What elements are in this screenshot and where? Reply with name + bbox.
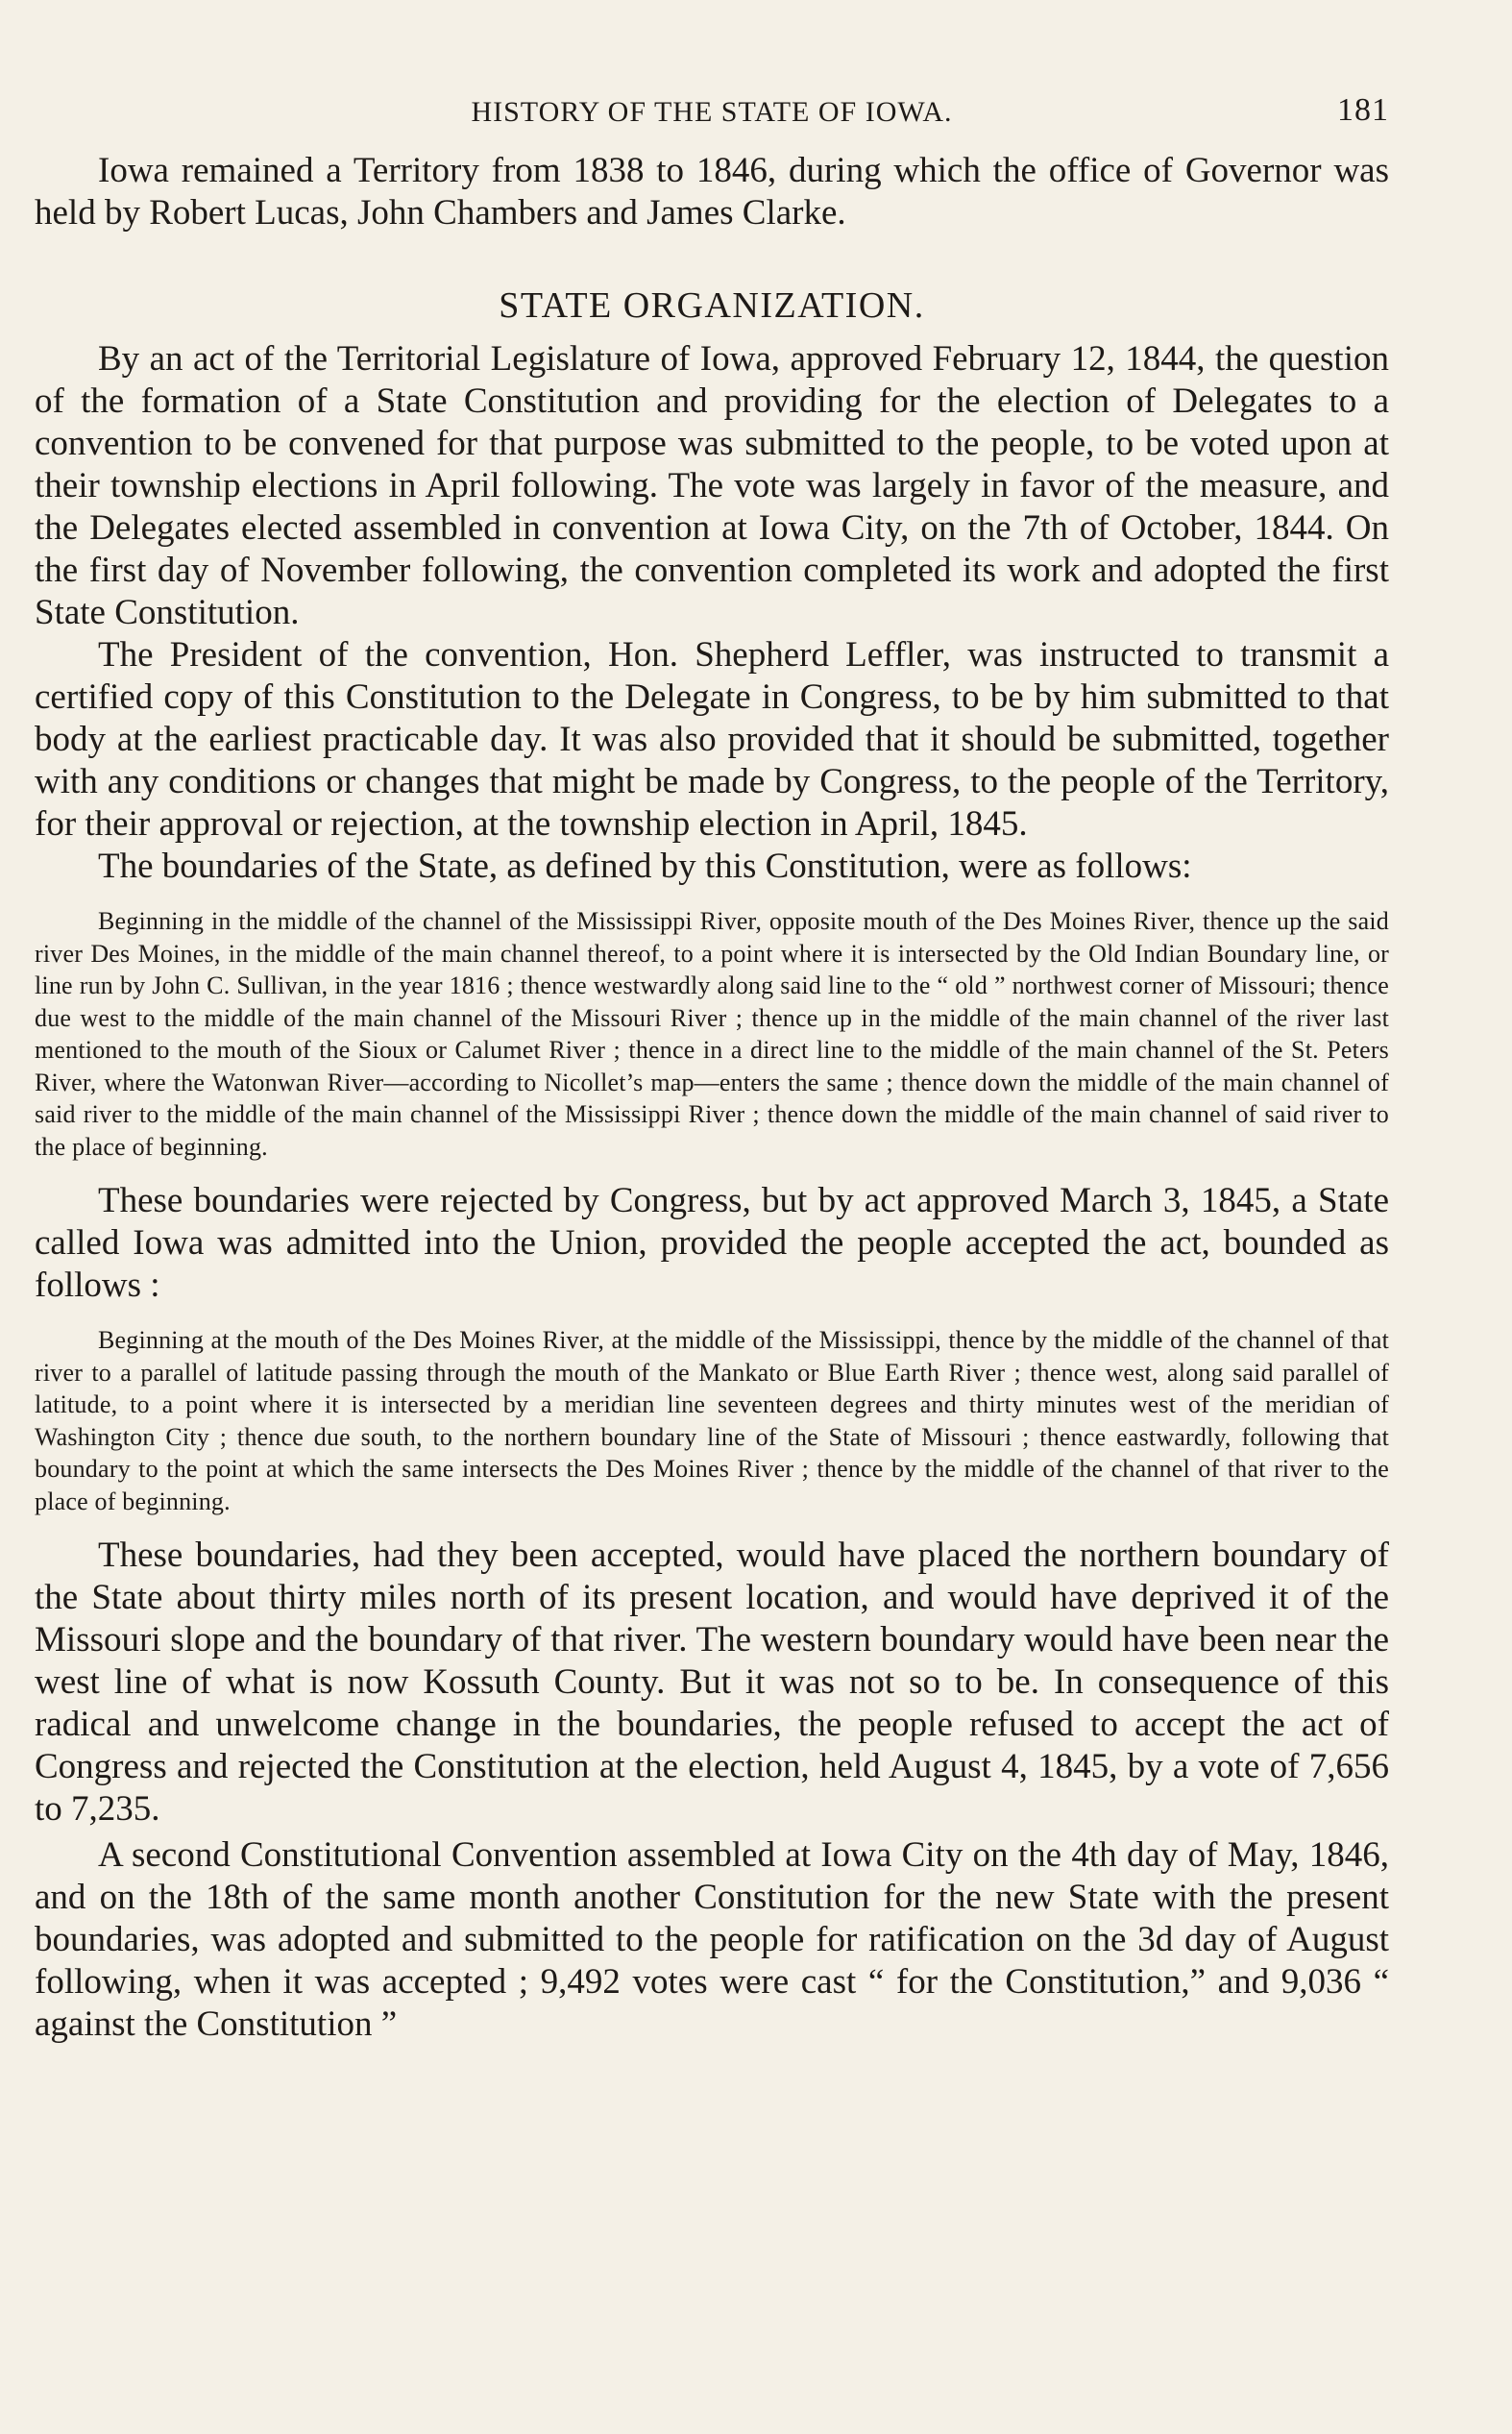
page-number: 181 [1337,92,1389,128]
paragraph-second-convention: A second Constitutional Convention assembled at Iowa City on the 4th day of May, 1846, and on the 18th of the same month another Constitution for the new State with the present boundaries, was adopted and submitted to the people for ratification on the 3d day of August following, when it was accepted ; 9,492 votes were cast “ for the Constitution,” and 9,036 “ against the Constitution ” [35,1835,1389,2044]
boundary-quote-first-constitution: Beginning in the middle of the channel of the Mississippi River, opposite mouth of the Des Moines River, thence up the said river Des Moines, in the middle of the main channel thereof, to a point where it is intersected by the Old Indian Boundary line, or line run by John C. Sullivan, in the year 1816 ; thence westwardly along said line to the “ old ” northwest corner of Missouri; thence due west to the middle of the main channel of the Missouri River ; thence up in the middle of the main channel of the river last mentioned to the mouth of the Sioux or Calumet River ; thence in a direct line to the middle of the main channel of the St. Peters River, where the Watonwan River—according to Nicollet’s map—enters the same ; thence down the middle of the main channel of said river to the middle of the main channel of the Mississippi River ; thence down the middle of the main channel of said river to the place of beginning. [35,907,1389,1161]
book-page [35,88,1389,2046]
paragraph-act-of-legislature: By an act of the Territorial Legislature of Iowa, approved February 12, 1844, the question of the formation of a State Constitution and providing for the election of Delegates to a convention to be convened for that purpose was submitted to the people, to be voted upon at their township elections in April following. The vote was largely in favor of the measure, and the Delegates elected assembled in convention at Iowa City, on the 7th of October, 1844. On the first day of November following, the convention completed its work and adopted the first State Constitution. [35,339,1389,632]
running-title: HISTORY OF THE STATE OF IOWA. [471,96,953,128]
paragraph-president-of-convention: The President of the convention, Hon. Shepherd Leffler, was instructed to transmit a certified copy of this Constitution to the Delegate in Congress, to be by him submitted to that body at the earliest practicable day. It was also provided that it should be submitted, together with any conditions or changes that might be made by Congress, to the people of the Territory, for their approval or rejection, at the township election in April, 1845. [35,635,1389,844]
boundary-quote-act-of-congress: Beginning at the mouth of the Des Moines River, at the middle of the Mississippi, thence by the middle of the channel of that river to a parallel of latitude passing through the mouth of the Mankato or Blue Earth River ; thence west, along said parallel of latitude, to a point where it is intersected by a meridian line seventeen degrees and thirty minutes west of the meridian of Washington City ; thence due south, to the northern boundary line of the State of Missouri ; thence eastwardly, following that boundary to the point at which the same intersects the Des Moines River ; thence by the middle of the channel of that river to the place of beginning. [35,1326,1389,1515]
paragraph-boundaries-intro: The boundaries of the State, as defined by this Constitution, were as follows: [98,847,1192,886]
intro-paragraph: Iowa remained a Territory from 1838 to 1846, during which the office of Governor was held by Robert Lucas, John Chambers and James Clarke. [35,151,1389,233]
paragraph-boundaries-consequence: These boundaries, had they been accepted, would have placed the northern boundary of the State about thirty miles north of its present location, and would have deprived it of the Missouri slope and the boundary of that river. The western boundary would have been near the west line of what is now Kossuth County. But it was not so to be. In consequence of this radical and unwelcome change in the boundaries, the people refused to accept the act of Congress and rejected the Constitution at the election, held August 4, 1845, by a vote of 7,656 to 7,235. [35,1536,1389,1829]
paragraph-rejected-by-congress: These boundaries were rejected by Congress, but by act approved March 3, 1845, a State called Iowa was admitted into the Union, provided the people accepted the act, bounded as follows : [35,1181,1389,1305]
section-heading: STATE ORGANIZATION. [499,285,925,326]
running-header [35,88,1389,136]
